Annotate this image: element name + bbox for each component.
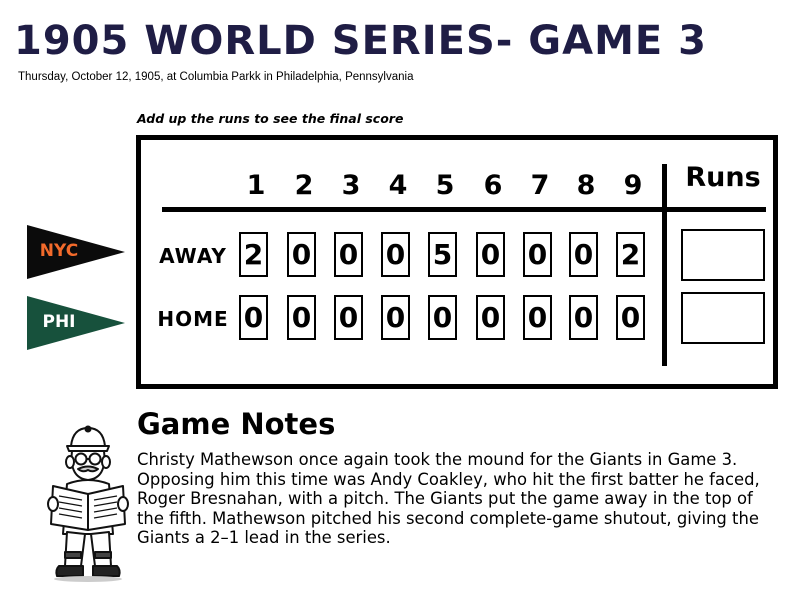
away-inning-9-score: 2 <box>616 232 645 277</box>
inning-5-header: 5 <box>435 170 455 201</box>
home-team-pennant <box>27 296 125 350</box>
away-team-abbrev: NYC <box>39 241 79 261</box>
away-inning-8-score: 0 <box>569 232 598 277</box>
home-inning-1-score: 0 <box>239 295 268 340</box>
home-inning-9-score: 0 <box>616 295 645 340</box>
inning-4-header: 4 <box>388 170 408 201</box>
home-inning-6-score: 0 <box>476 295 505 340</box>
inning-8-header: 8 <box>576 170 596 201</box>
away-runs-total-input[interactable] <box>681 229 765 281</box>
baseball-fan-reading-newspaper-icon <box>45 424 131 584</box>
away-inning-6-score: 0 <box>476 232 505 277</box>
away-inning-7-score: 0 <box>523 232 552 277</box>
home-runs-total-input[interactable] <box>681 292 765 344</box>
away-inning-4-score: 0 <box>381 232 410 277</box>
inning-3-header: 3 <box>341 170 361 201</box>
away-inning-1-score: 2 <box>239 232 268 277</box>
home-inning-7-score: 0 <box>523 295 552 340</box>
game-notes-text: Christy Mathewson once again took the mound for the Giants in Game 3. Opposing him this time was Andy Coakley, who hit the first batter he faced, Roger Bresnahan, with a pitch. The Giants put the game away in the top of the fifth. Mathewson pitched his second complete-game shutout, giving the Giants a 2–1 lead in the series. <box>137 450 760 548</box>
away-inning-5-score: 5 <box>428 232 457 277</box>
home-row-label: HOME <box>157 307 229 331</box>
runs-column-header: Runs <box>685 162 761 193</box>
home-inning-2-score: 0 <box>287 295 316 340</box>
inning-9-header: 9 <box>623 170 643 201</box>
inning-7-header: 7 <box>530 170 550 201</box>
instruction-text: Add up the runs to see the final score <box>137 111 404 126</box>
home-inning-8-score: 0 <box>569 295 598 340</box>
home-team-abbrev: PHI <box>42 312 76 332</box>
inning-1-header: 1 <box>246 170 266 201</box>
header-divider <box>162 207 766 212</box>
page-title: 1905 WORLD SERIES- GAME 3 <box>14 18 707 64</box>
home-inning-3-score: 0 <box>334 295 363 340</box>
scoreboard <box>136 135 778 389</box>
home-inning-4-score: 0 <box>381 295 410 340</box>
inning-2-header: 2 <box>294 170 314 201</box>
inning-6-header: 6 <box>483 170 503 201</box>
away-inning-2-score: 0 <box>287 232 316 277</box>
home-inning-5-score: 0 <box>428 295 457 340</box>
away-inning-3-score: 0 <box>334 232 363 277</box>
away-row-label: AWAY <box>159 244 227 268</box>
game-date-location: Thursday, October 12, 1905, at Columbia Parkk in Philadelphia, Pennsylvania <box>18 71 414 83</box>
runs-divider <box>662 164 667 366</box>
game-notes-heading: Game Notes <box>137 407 336 441</box>
away-team-pennant <box>27 225 125 279</box>
